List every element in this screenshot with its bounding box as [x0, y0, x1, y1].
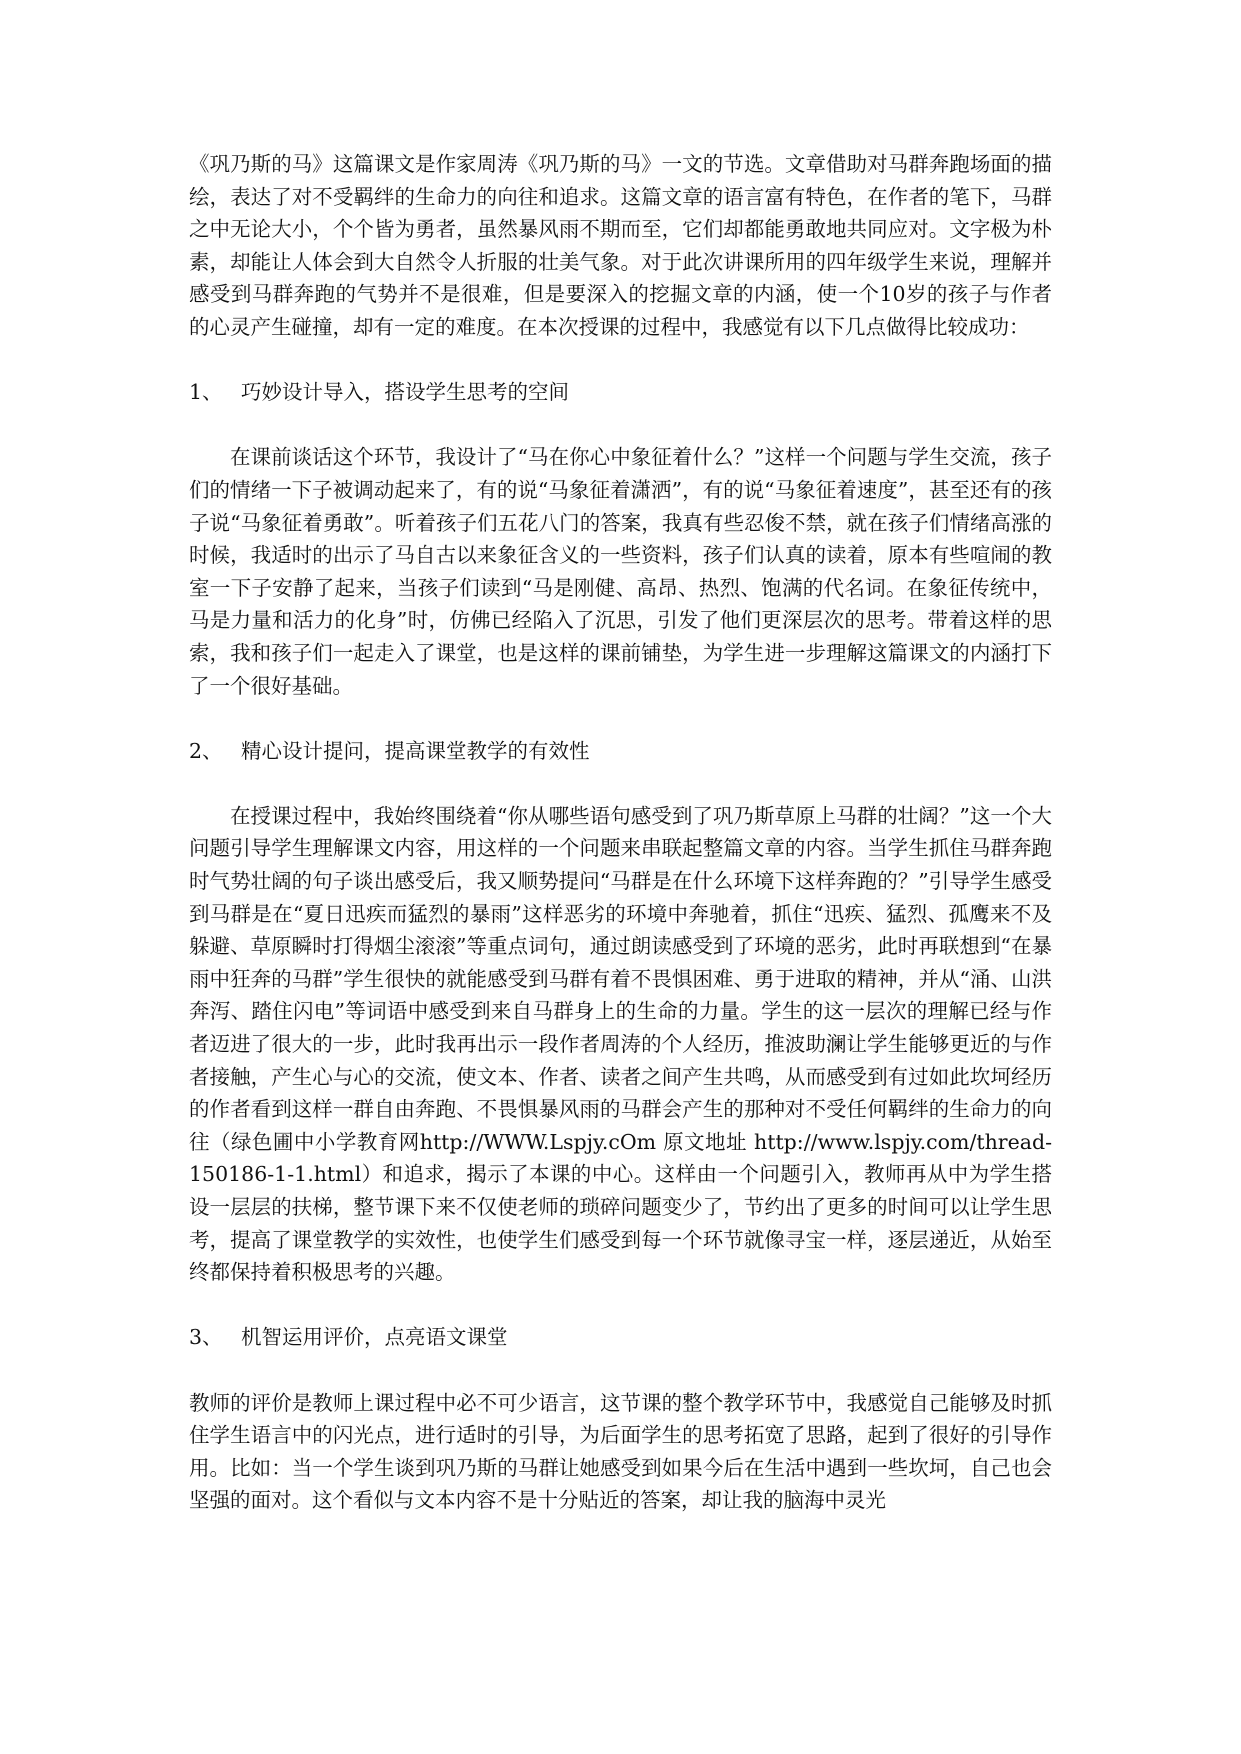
- section-heading-1: [189, 376, 1052, 409]
- spacer: [189, 344, 1052, 377]
- spacer: [189, 409, 1052, 442]
- spacer: [189, 1289, 1052, 1322]
- section-body-3: 教师的评价是教师上课过程中必不可少语言，这节课的整个教学环节中，我感觉自己能够及时抓住学生语言中的闪光点，进行适时的引导，为后面学生的思考拓宽了思路，起到了很好的引导作用。比如：当一个学生谈到巩乃斯的马群让她感受到如果今后在生活中遇到一些坎坷，自己也会坚强的面对。这个看似与文本内容不是十分贴近的答案，却让我的脑海中灵光: [189, 1390, 1052, 1513]
- spacer: [189, 767, 1052, 800]
- section-title: 机智运用评价，点亮语文课堂: [241, 1325, 508, 1350]
- section-body-1: 在课前谈话这个环节，我设计了“马在你心中象征着什么？”这样一个问题与学生交流，孩子们的情绪一下子被调动起来了，有的说“马象征着潇洒”，有的说“马象征着速度”，甚至还有的孩子说“马象征着勇敢”。听着孩子们五花八门的答案，我真有些忍俊不禁，就在孩子们情绪高涨的时候，我适时的出示了马自古以来象征含义的一些资料，孩子们认真的读着，原本有些喧闹的教室一下子安静了起来，当孩子们读到“马是刚健、高昂、热烈、饱满的代名词。在象征传统中，马是力量和活力的化身”时，仿佛已经陷入了沉思，引发了他们更深层次的思考。带着这样的思索，我和孩子们一起走入了课堂，也是这样的课前铺垫，为学生进一步理解这篇课文的内涵打下了一个很好基础。: [189, 445, 1052, 698]
- section-number: 3、: [189, 1325, 223, 1350]
- section-number: 1、: [189, 380, 223, 405]
- spacer: [189, 702, 1052, 735]
- document-page: [189, 148, 1052, 1517]
- section-body-2: 在授课过程中，我始终围绕着“你从哪些语句感受到了巩乃斯草原上马群的壮阔？”这一个大问题引导学生理解课文内容，用这样的一个问题来串联起整篇文章的内容。当学生抓住马群奔跑时气势壮阔的句子谈出感受后，我又顺势提问“马群是在什么环境下这样奔跑的？”引导学生感受到马群是在“夏日迅疾而猛烈的暴雨”这样恶劣的环境中奔驰着，抓住“迅疾、猛烈、孤鹰来不及躲避、草原瞬时打得烟尘滚滚”等重点词句，通过朗读感受到了环境的恶劣，此时再联想到“在暴雨中狂奔的马群”学生很快的就能感受到马群有着不畏惧困难、勇于进取的精神，并从“涌、山洪奔泻、踏住闪电”等词语中感受到来自马群身上的生命的力量。学生的这一层次的理解已经与作者迈进了很大的一步，此时我再出示一段作者周涛的个人经历，推波助澜让学生能够更近的与作者接触，产生心与心的交流，使文本、作者、读者之间产生共鸣，从而感受到有过如此坎坷经历的作者看到这样一群自由奔跑、不畏惧暴风雨的马群会产生的那种对不受任何羁绊的生命力的向往（绿色圃中小学教育网http://WWW.Lspjy.cOm 原文地址 http://www.lspjy.com/thread-150186-1-1.html）和追求，揭示了本课的中心。这样由一个问题引入，教师再从中为学生搭设一层层的扶梯，整节课下来不仅使老师的琐碎问题变少了，节约出了更多的时间可以让学生思考，提高了课堂教学的实效性，也使学生们感受到每一个环节就像寻宝一样，逐层递近，从始至终都保持着积极思考的兴趣。: [189, 803, 1052, 1285]
- spacer: [189, 1354, 1052, 1387]
- section-heading-3: [189, 1321, 1052, 1354]
- section-number: 2、: [189, 738, 223, 763]
- section-heading-2: [189, 735, 1052, 768]
- section-title: 精心设计提问，提高课堂教学的有效性: [241, 738, 590, 763]
- intro-paragraph: 《巩乃斯的马》这篇课文是作家周涛《巩乃斯的马》一文的节选。文章借助对马群奔跑场面的描绘，表达了对不受羁绊的生命力的向往和追求。这篇文章的语言富有特色，在作者的笔下，马群之中无论大小，个个皆为勇者，虽然暴风雨不期而至，它们却都能勇敢地共同应对。文字极为朴素，却能让人体会到大自然令人折服的壮美气象。对于此次讲课所用的四年级学生来说，理解并感受到马群奔跑的气势并不是很难，但是要深入的挖掘文章的内涵，使一个10岁的孩子与作者的心灵产生碰撞，却有一定的难度。在本次授课的过程中，我感觉有以下几点做得比较成功：: [189, 152, 1052, 339]
- section-title: 巧妙设计导入，搭设学生思考的空间: [241, 380, 569, 405]
